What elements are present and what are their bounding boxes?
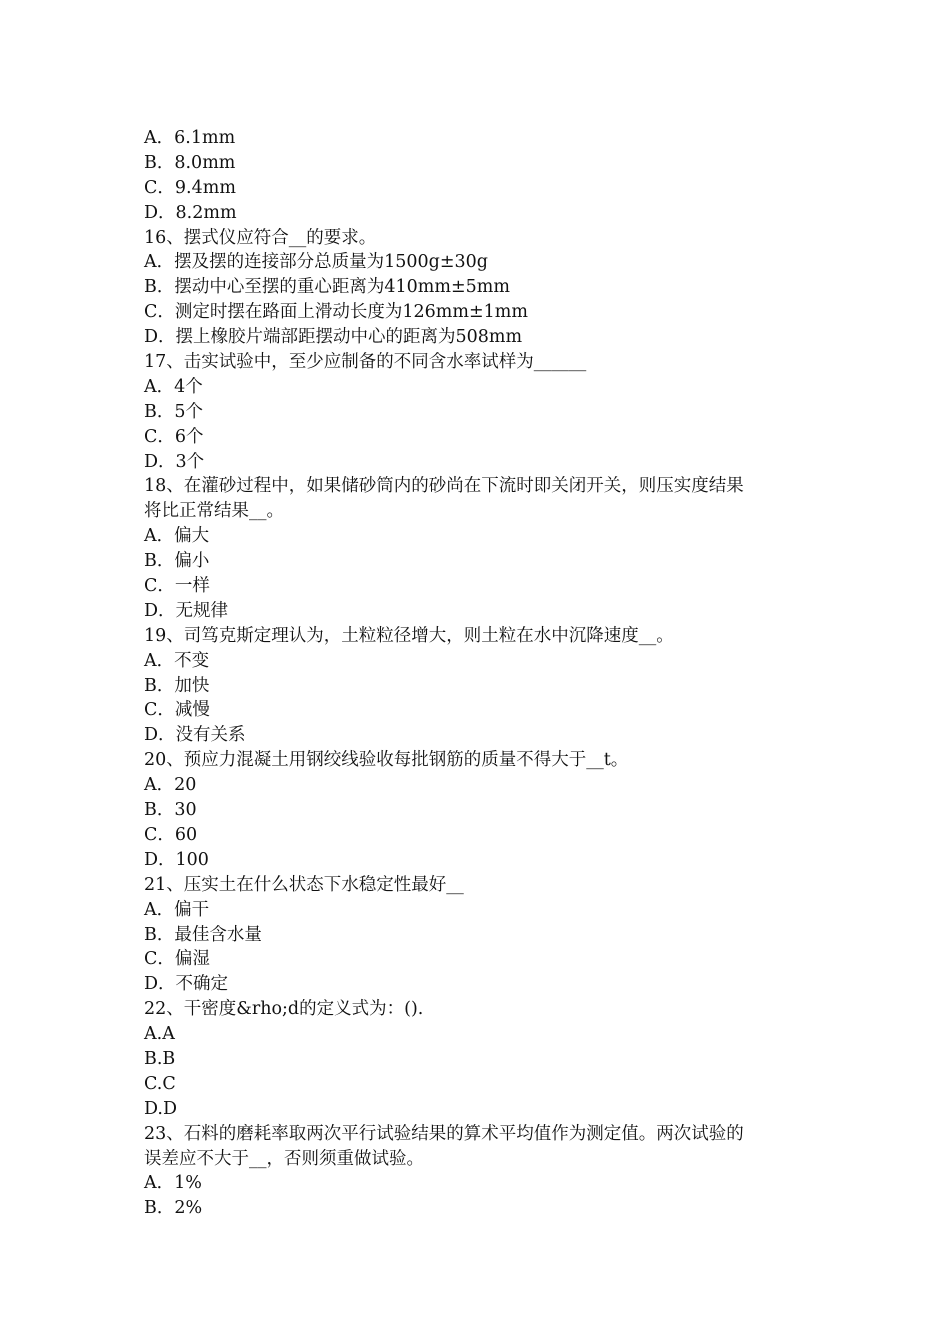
q21-option-c: C．偏湿 xyxy=(144,949,210,970)
q16-option-d: D．摆上橡胶片端部距摆动中心的距离为508mm xyxy=(144,327,523,348)
q17-option-a: A．4个 xyxy=(144,376,203,397)
question-18-line-1: 18、在灌砂过程中，如果储砂筒内的砂尚在下流时即关闭开关，则压实度结果 xyxy=(144,476,744,497)
q22-option-a: A.A xyxy=(144,1024,175,1045)
q22-option-c: C.C xyxy=(144,1073,176,1094)
q23-option-b: B．2% xyxy=(144,1198,203,1219)
q16-option-c: C．测定时摆在路面上滑动长度为126mm±1mm xyxy=(144,302,528,323)
q18-option-d: D．无规律 xyxy=(144,600,229,621)
q20-option-b: B．30 xyxy=(144,800,197,821)
q21-option-b: B．最佳含水量 xyxy=(144,924,262,945)
q18-option-b: B．偏小 xyxy=(144,551,210,572)
q20-option-c: C．60 xyxy=(144,824,198,845)
q16-option-a: A．摆及摆的连接部分总质量为1500g±30g xyxy=(144,252,489,273)
option-d: D．8.2mm xyxy=(144,202,237,223)
question-20: 20、预应力混凝土用钢绞线验收每批钢筋的质量不得大于__t。 xyxy=(144,750,629,771)
question-19: 19、司笃克斯定理认为，土粒粒径增大，则土粒在水中沉降速度__。 xyxy=(144,625,674,646)
question-18-line-2: 将比正常结果__。 xyxy=(144,501,284,522)
question-22: 22、干密度&rho;d的定义式为：(). xyxy=(144,999,424,1020)
option-b: B．8.0mm xyxy=(144,152,236,173)
q21-option-d: D．不确定 xyxy=(144,974,229,995)
q23-option-a: A．1% xyxy=(144,1173,202,1194)
option-c: C．9.4mm xyxy=(144,177,236,198)
q22-option-d: D.D xyxy=(144,1098,178,1119)
q19-option-d: D．没有关系 xyxy=(144,725,246,746)
q20-option-d: D．100 xyxy=(144,849,209,870)
q18-option-a: A．偏大 xyxy=(144,526,210,547)
q19-option-c: C．减慢 xyxy=(144,700,210,721)
q19-option-b: B．加快 xyxy=(144,675,210,696)
question-17: 17、击实试验中，至少应制备的不同含水率试样为______ xyxy=(144,352,587,373)
document-body xyxy=(144,126,812,1221)
question-16: 16、摆式仪应符合__的要求。 xyxy=(144,227,377,248)
q22-option-b: B.B xyxy=(144,1048,176,1069)
option-a: A．6.1mm xyxy=(144,128,236,148)
q18-option-c: C．一样 xyxy=(144,576,210,597)
question-21: 21、压实土在什么状态下水稳定性最好__ xyxy=(144,874,464,895)
q19-option-a: A．不变 xyxy=(144,650,210,671)
question-23-line-2: 误差应不大于__，否则须重做试验。 xyxy=(144,1148,424,1169)
q17-option-c: C．6个 xyxy=(144,426,204,447)
q16-option-b: B．摆动中心至摆的重心距离为410mm±5mm xyxy=(144,277,510,298)
q21-option-a: A．偏干 xyxy=(144,899,210,920)
q20-option-a: A．20 xyxy=(144,775,197,796)
q17-option-b: B．5个 xyxy=(144,401,203,422)
q17-option-d: D．3个 xyxy=(144,451,205,472)
question-23-line-1: 23、石料的磨耗率取两次平行试验结果的算术平均值作为测定值。两次试验的 xyxy=(144,1123,744,1144)
